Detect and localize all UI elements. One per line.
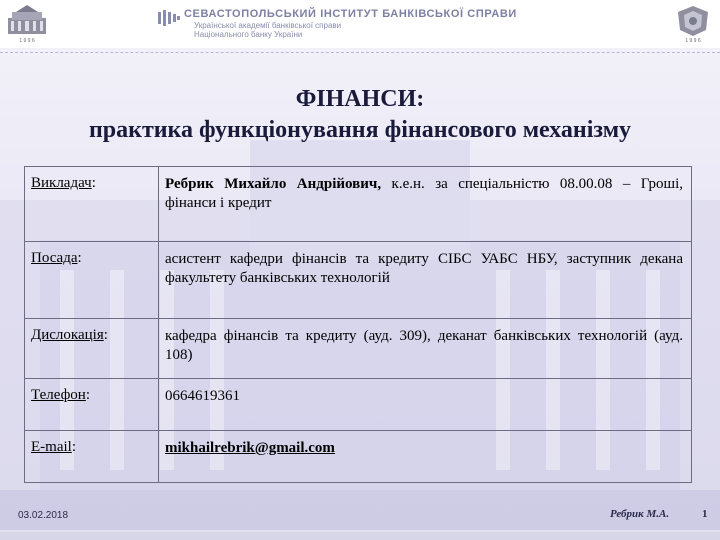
footer-bar: [0, 532, 720, 540]
table-row: [25, 167, 692, 242]
coat-of-arms-icon: [670, 4, 716, 38]
institute-emblem-left: [4, 4, 50, 42]
footer-author: Ребрик М.А.: [610, 508, 670, 520]
institute-logo-icon: [158, 10, 180, 26]
row-label: Викладач:: [25, 167, 159, 242]
slide-subtitle: практика функціонування фінансового механізму: [88, 117, 632, 143]
footer-date: 03.02.2018: [18, 510, 69, 521]
table-row: [25, 242, 692, 319]
row-label: Телефон:: [25, 379, 159, 431]
emblem-caption: 1 9 9 6: [19, 38, 35, 44]
institute-subtitle-1: Української академії банківської справи: [194, 21, 342, 30]
row-label: Посада:: [25, 242, 159, 319]
header-banner: [0, 0, 720, 48]
row-label: Дислокація:: [25, 319, 159, 379]
table-row: [25, 431, 692, 483]
email-value: [159, 431, 692, 483]
lecturer-info-table: [24, 166, 692, 483]
emblem-caption: 1 9 9 6: [685, 38, 701, 44]
phone-value: 0664619361: [159, 379, 692, 431]
table-row: [25, 379, 692, 431]
header-divider: [0, 52, 720, 53]
row-value: кафедра фінансів та кредиту (ауд. 309), деканат банківських технологій (ауд. 108): [159, 319, 692, 379]
slide-title: ФІНАНСИ:: [295, 86, 425, 112]
building-emblem-icon: [4, 4, 50, 38]
lecturer-name: Ребрик Михайло Андрійович,: [165, 176, 382, 192]
row-value: асистент кафедри фінансів та кредиту СІБС УАБС НБУ, заступник декана факультету банківських технологій: [159, 242, 692, 319]
institute-emblem-right: [670, 4, 716, 42]
institute-subtitle-2: Національного банку України: [194, 30, 303, 39]
row-label: E-mail:: [25, 431, 159, 483]
table-row: [25, 319, 692, 379]
email-link[interactable]: mikhailrebrik@gmail.com: [165, 440, 335, 456]
institute-title: СЕВАСТОПОЛЬСЬКИЙ ІНСТИТУТ БАНКІВСЬКОЇ СПРАВИ: [184, 8, 517, 20]
row-value: Ребрик Михайло Андрійович, к.е.н. за спеціальністю 08.00.08 – Гроші, фінанси і кредит: [159, 167, 692, 242]
page-number: 1: [702, 508, 708, 520]
